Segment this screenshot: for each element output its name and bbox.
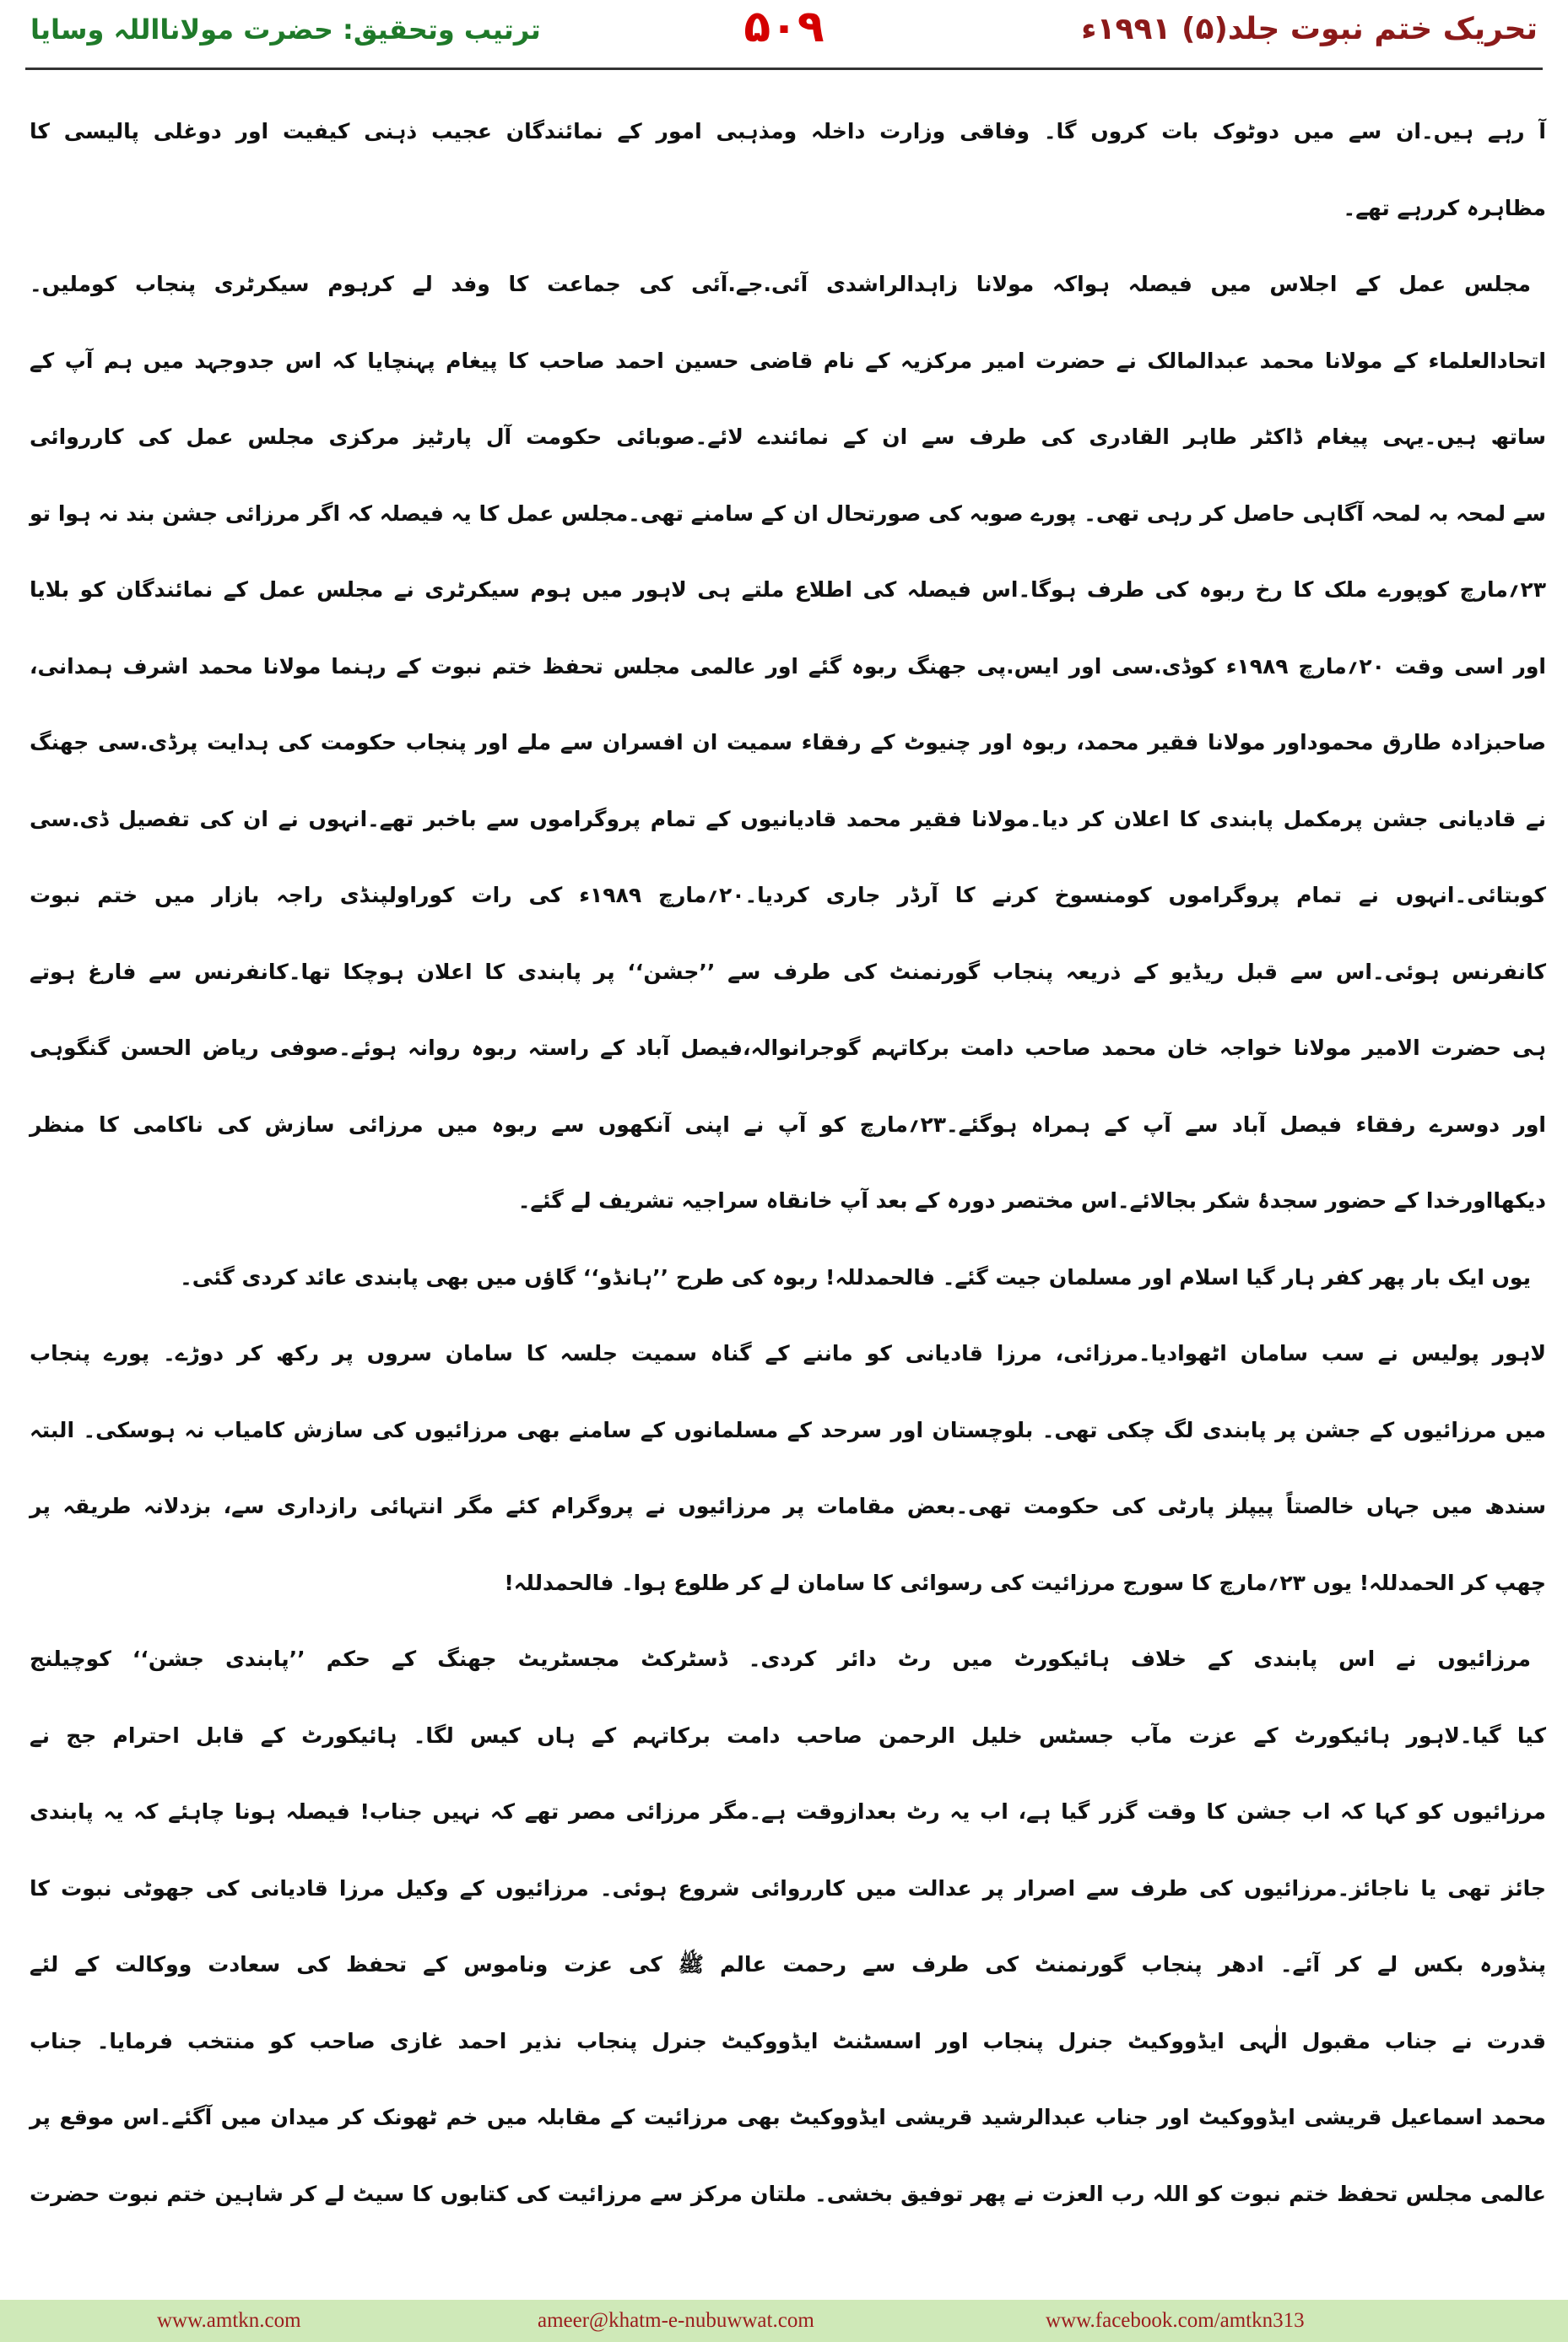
body-line: سے لمحہ بہ لمحہ آگاہی حاصل کر رہی تھی۔ پورے صوبہ کی صورتحال ان کے سامنے تھی۔مجلس عمل کا یہ فیصلہ کہ اگر مرزائی جشن بند نہ ہوا تو xyxy=(30,500,1546,526)
body-line: چھپ کر الحمدللہ! یوں ۲۳؍مارچ کا سورج مرزائیت کی رسوائی کا سامان لے کر طلوع ہوا۔ فالحمدللہ! xyxy=(504,1570,1546,1595)
body-line: آ رہے ہیں۔ان سے میں دوٹوک بات کروں گا۔ وفاقی وزارت داخلہ ومذہبی امور کے نمائندگان عجیب ذہنی کیفیت اور دوغلی پالیسی کا xyxy=(30,119,1546,143)
page-header xyxy=(0,0,1568,69)
body-line: صاحبزادہ طارق محموداور مولانا فقیر محمد، ربوہ اور چنیوٹ کے رفقاء سمیت ان افسران سے ملے اور پنجاب حکومت کی ہدایت پرڈی.سی جھنگ xyxy=(30,730,1546,755)
page-number: ۵۰۹ xyxy=(743,2,825,52)
body-line: ساتھ ہیں۔یہی پیغام ڈاکٹر طاہر القادری کی طرف سے ان کے نمائندے لائے۔صوبائی حکومت آل پارٹیز مرکزی مجلس عمل کی کارروائی xyxy=(30,425,1546,449)
body-line: جائز تھی یا ناجائز۔مرزائیوں کی طرف سے اصرار پر عدالت میں کارروائی شروع ہوئی۔ مرزائیوں کے وکیل مرزا قادیانی کی جھوٹی نبوت کا xyxy=(30,1875,1546,1901)
body-line: ۲۳؍مارچ کوپورے ملک کا رخ ربوہ کی طرف ہوگا۔اس فیصلہ کی اطلاع ملتے ہی لاہور میں ہوم سیکرٹری نے مجلس عمل کے نمائندگان کو بلایا xyxy=(30,577,1546,602)
body-line: مرزائیوں نے اس پابندی کے خلاف ہائیکورٹ میں رٹ دائر کردی۔ ڈسٹرکٹ مجسٹریٹ جھنگ کے حکم ’’پابندی جشن‘‘ کوچیلنج xyxy=(30,1647,1531,1671)
body-line: مجلس عمل کے اجلاس میں فیصلہ ہواکہ مولانا زاہدالراشدی آئی.جے.آئی کی جماعت کا وفد لے کرہوم سیکرٹری پنجاب کوملیں۔ xyxy=(30,272,1531,296)
body-line: کانفرنس ہوئی۔اس سے قبل ریڈیو کے ذریعہ پنجاب گورنمنٹ کی طرف سے ’’جشن‘‘ پر پابندی کا اعلان ہوچکا تھا۔کانفرنس سے فارغ ہوتے xyxy=(30,959,1546,984)
email-link[interactable]: ameer@khatm-e-nubuwwat.com xyxy=(538,2309,814,2332)
body-line: میں مرزائیوں کے جشن پر پابندی لگ چکی تھی۔ بلوچستان اور سرحد کے مسلمانوں کے سامنے بھی مرزائیوں کی سازش کامیاب نہ ہوسکی۔ البتہ xyxy=(30,1417,1546,1442)
body-line: عالمی مجلس تحفظ ختم نبوت کو اللہ رب العزت نے پھر توفیق بخشی۔ ملتان مرکز سے مرزائیت کی کتابوں کا سیٹ لے کر شاہین ختم نبوت حضرت xyxy=(30,2181,1546,2206)
body-line: اور اسی وقت ۲۰؍مارچ ۱۹۸۹ء کوڈی.سی اور ایس.پی جھنگ ربوہ گئے اور عالمی مجلس تحفظ ختم نبوت کے رہنما مولانا محمد اشرف ہمدانی، xyxy=(30,653,1546,679)
website-link[interactable]: www.amtkn.com xyxy=(157,2309,301,2332)
body-line: نے قادیانی جشن پرمکمل پابندی کا اعلان کر دیا۔مولانا فقیر محمد قادیانیوں کے تمام پروگراموں سے باخبر تھے۔انہوں نے ان کی تفصیل ڈی.سی xyxy=(30,806,1546,831)
body-line: کیا گیا۔لاہور ہائیکورٹ کے عزت مآب جسٹس خلیل الرحمن صاحب دامت برکاتہم کے ہاں کیس لگا۔ ہائیکورٹ کے قابل احترام جج نے xyxy=(30,1723,1546,1748)
body-line: مظاہرہ کررہے تھے۔ xyxy=(1343,195,1546,220)
facebook-link[interactable]: www.facebook.com/amtkn313 xyxy=(1046,2309,1305,2332)
body-line: سندھ میں جہاں خالصتاً پیپلز پارٹی کی حکومت تھی۔بعض مقامات پر مرزائیوں نے پروگرام کئے مگر انتہائی رازداری سے، بزدلانہ طریقہ پر xyxy=(30,1494,1546,1518)
body-line: کوبتائی۔انہوں نے تمام پروگراموں کومنسوخ کرنے کا آرڈر جاری کردیا۔۲۰؍مارچ ۱۹۸۹ء کی رات کوراولپنڈی راجہ بازار میں ختم نبوت xyxy=(30,883,1546,907)
page-body xyxy=(30,94,1546,2232)
body-line: قدرت نے جناب مقبول الٰہی ایڈووکیٹ جنرل پنجاب اور اسسٹنٹ ایڈووکیٹ جنرل پنجاب نذیر احمد غازی صاحب کو منتخب فرمایا۔ جناب xyxy=(30,2028,1546,2053)
book-title: تحریک ختم نبوت جلد(۵) ۱۹۹۱ء xyxy=(1081,12,1538,46)
body-line: مرزائیوں کو کہا کہ اب جشن کا وقت گزر گیا ہے، اب یہ رٹ بعدازوقت ہے۔مگر مرزائی مصر تھے کہ نہیں جناب! فیصلہ ہونا چاہئے کہ یہ پابندی xyxy=(30,1799,1546,1824)
body-line: دیکھااورخدا کے حضور سجدۂ شکر بجالائے۔اس مختصر دورہ کے بعد آپ خانقاہ سراجیہ تشریف لے گئے۔ xyxy=(517,1188,1546,1213)
body-line: اور دوسرے رفقاء فیصل آباد سے آپ کے ہمراہ ہوگئے۔۲۳؍مارچ کو آپ نے اپنی آنکھوں سے ربوہ میں مرزائی سازش کی ناکامی کا منظر xyxy=(30,1112,1547,1137)
header-divider xyxy=(25,68,1543,70)
body-line: محمد اسماعیل قریشی ایڈووکیٹ اور جناب عبدالرشید قریشی ایڈووکیٹ بھی مرزائیت کے مقابلہ میں خم ٹھونک کر میدان میں آگئے۔اس موقع پر xyxy=(30,2105,1546,2129)
body-line: یوں ایک بار پھر کفر ہار گیا اسلام اور مسلمان جیت گئے۔ فالحمدللہ! ربوہ کی طرح ’’ہانڈو‘‘ گاؤں میں بھی پابندی عائد کردی گئی۔ xyxy=(180,1264,1531,1290)
body-line: اتحادالعلماء کے مولانا محمد عبدالمالک نے حضرت امیر مرکزیہ کے نام قاضی حسین احمد صاحب کا پیغام پہنچایا کہ اس جدوجہد میں ہم آپ کے xyxy=(30,348,1546,373)
body-line: لاہور پولیس نے سب سامان اٹھوادیا۔مرزائی، مرزا قادیانی کو ماننے کے گناہ سمیت جلسہ کا سامان سروں پر رکھ کر دوڑے۔ پورے پنجاب xyxy=(30,1341,1546,1366)
page-footer xyxy=(0,2300,1568,2342)
body-line: ہی حضرت الامیر مولانا خواجہ خان محمد صاحب دامت برکاتہم گوجرانوالہ،فیصل آباد کے راستہ ربوہ روانہ ہوئے۔صوفی ریاض الحسن گنگوہی xyxy=(30,1036,1546,1060)
body-line: پنڈورہ بکس لے کر آئے۔ ادھر پنجاب گورنمنٹ کی طرف سے رحمت عالم ﷺ کی عزت وناموس کے تحفظ کی سعادت ووکالت کے لئے xyxy=(30,1952,1546,1977)
compiler-credit: ترتیب وتحقیق: حضرت مولانااللہ وسایا xyxy=(30,14,541,46)
